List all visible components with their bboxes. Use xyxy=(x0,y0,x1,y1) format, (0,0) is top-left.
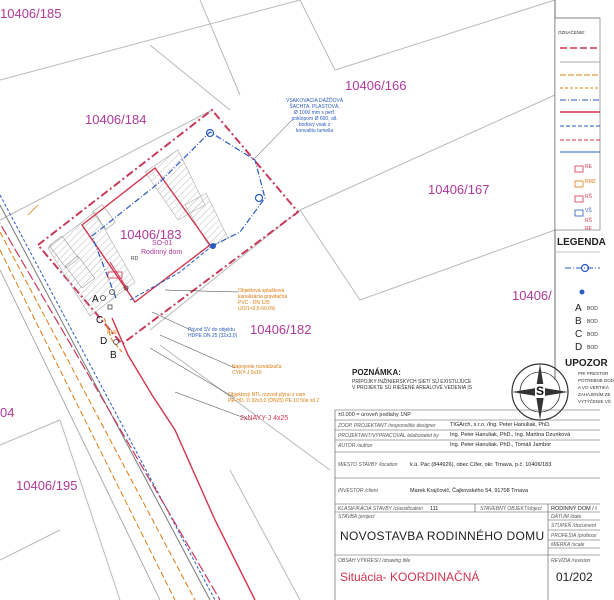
legend-item-re: RE xyxy=(585,164,592,170)
revision-value: 01/202 xyxy=(556,570,593,584)
legend-point-d: D xyxy=(575,342,583,353)
object-label: STAVEBNÝ OBJEKT/object xyxy=(480,506,542,512)
stage-label: STUPEŇ /document xyxy=(551,523,597,529)
note-title: POZNÁMKA: xyxy=(352,368,401,377)
warning-line-5: VYTÝČENIE VŠ xyxy=(578,399,611,404)
legend-point-b-text: BOD xyxy=(587,319,598,325)
rainwater-shaft-note: VSAKOVACIA DAŽĎOVÁ ŠACHTA, PLASTOVÁ, Ø 1000 mm s perf. poklopom Ø 600, alt. bodový vsak z konvalitu tumelia xyxy=(286,98,344,134)
warning-line-4: ZAHÁJENÍM ZE xyxy=(578,392,611,397)
rmz-label: RMZ xyxy=(107,330,118,336)
legend-point-a: A xyxy=(575,303,582,314)
author-label: AUTOR /author xyxy=(338,443,373,449)
date-label: DÁTUM /date xyxy=(551,514,582,520)
location-label: MIESTO STAVBY /location xyxy=(338,462,398,468)
project-label: STAVBA /project xyxy=(338,514,375,520)
parcel-label-left: 04 xyxy=(0,405,15,420)
warning-line-2: POTREBNÉ DOD xyxy=(578,378,614,383)
point-d: D xyxy=(100,336,108,347)
investor-value: Marek Krajčovič, Čajkovského 54, 91708 Trnava xyxy=(410,488,529,494)
rd-label: RD xyxy=(131,256,139,262)
classification-label: KLASIFIKÁCIA STAVBY /classification xyxy=(338,506,423,512)
classification-value: 111 xyxy=(430,506,439,512)
legend-point-c: C xyxy=(575,329,583,340)
legend-item-vs: VŠ xyxy=(585,208,592,214)
north-label: S xyxy=(536,384,545,398)
parcel-label-167: 10406/167 xyxy=(428,182,490,197)
scale-label: MIERKA /scale xyxy=(551,542,585,548)
warning-line-3: A VO VERTIKÁ xyxy=(578,385,609,390)
investor-label: INVESTOR /client xyxy=(338,488,378,494)
designer-value: TIGArch, s.r.o. /Ing. Peter Hanuliak, PhD. xyxy=(450,422,551,428)
sewer-note: Objektová splašková kanalizácia gravitačná PVC - DN 125 UO/1+0,5-60,0% xyxy=(238,288,288,312)
parcel-label-185: 10406/185 xyxy=(0,6,62,21)
parcel-label-184: 10406/184 xyxy=(85,112,147,127)
switchboard-note: Napojenie rozvádzača CYKY-J 5x10 xyxy=(232,364,282,376)
point-b: B xyxy=(110,350,117,361)
legend-point-d-text: BOD xyxy=(587,345,598,351)
water-supply-note: Prívod SV do objektu HDPE DN 25 (32x3,0) xyxy=(188,327,238,339)
author-value: Ing. Peter Hanuliak, PhD., Tomáš Jambor xyxy=(450,442,552,448)
elaborated-value: Ing. Peter Hanuliak, PhD., Ing. Martina Dzuriková xyxy=(450,432,571,438)
location-value: k.ú. Pác (844926), obec Cífer, okr. Trnava, p.č. 10406/183 xyxy=(410,462,552,468)
legend-item-rs2: RŠ xyxy=(585,218,592,224)
warning-title: UPOZOR xyxy=(565,358,608,369)
drawing-title: Situácia- KOORDINAČNÁ xyxy=(340,570,480,584)
point-c: C xyxy=(96,315,104,326)
parcel-label-195: 10406/195 xyxy=(16,478,78,493)
legend-point-b: B xyxy=(575,316,582,327)
parcel-label-right: 10406/ xyxy=(512,288,552,303)
parcel-label-183: 10406/183 xyxy=(120,227,182,242)
legend-item-rmz: RMZ xyxy=(585,179,596,185)
revision-label: REVÍZIA /revision xyxy=(551,558,591,564)
legend-point-c-text: BOD xyxy=(587,332,598,338)
legend-title: LEGENDA xyxy=(557,237,606,248)
object-value: RODINNÝ DOM / I xyxy=(551,506,597,512)
parcel-label-166: 10406/166 xyxy=(345,78,407,93)
legend-point-a-text: BOD xyxy=(587,306,598,312)
elevation-note: ±0.000 = úroveň podlahy 1NP xyxy=(338,412,411,418)
designer-label: ZODP. PROJEKTANT /responsible designer xyxy=(338,423,436,429)
warning-line-1: PRI PRESTOR xyxy=(578,371,609,376)
drawing-label: OBSAH VÝKRESU /drawing title xyxy=(338,558,411,564)
parcel-label-182: 10406/182 xyxy=(250,322,312,337)
legend-header: OZNAČENIE: xyxy=(558,30,586,35)
legend-item-rs: RŠ xyxy=(585,194,592,200)
elaborated-label: PROJEKTANT/VYPRACOVAL /elaborated by xyxy=(338,433,439,439)
profession-label: PROFESIA /professi xyxy=(551,533,597,539)
gas-note: Objektový NTL rozvod plynu z vam PE-HD, D 32x3,0 (DN25) PE 10 50e sit 2 xyxy=(228,392,320,404)
building-name: Rodinný dom xyxy=(141,249,183,256)
point-a: A xyxy=(92,294,99,305)
cable-note: 2xNAYY-J 4x25 xyxy=(240,415,289,422)
legend-item-re2: RE xyxy=(585,226,592,232)
note-text: PRÍPOJKY INŽINIERSKYCH SIETÍ SÚ EXISTUJÚCE V PROJEKTE SÚ RIEŠENÉ AREÁLOVÉ VEDENIA IS xyxy=(352,379,473,391)
building-code: SO-01 xyxy=(152,240,173,247)
project-title: NOVOSTAVBA RODINNÉHO DOMU xyxy=(340,529,545,543)
electric-cable xyxy=(112,318,255,600)
